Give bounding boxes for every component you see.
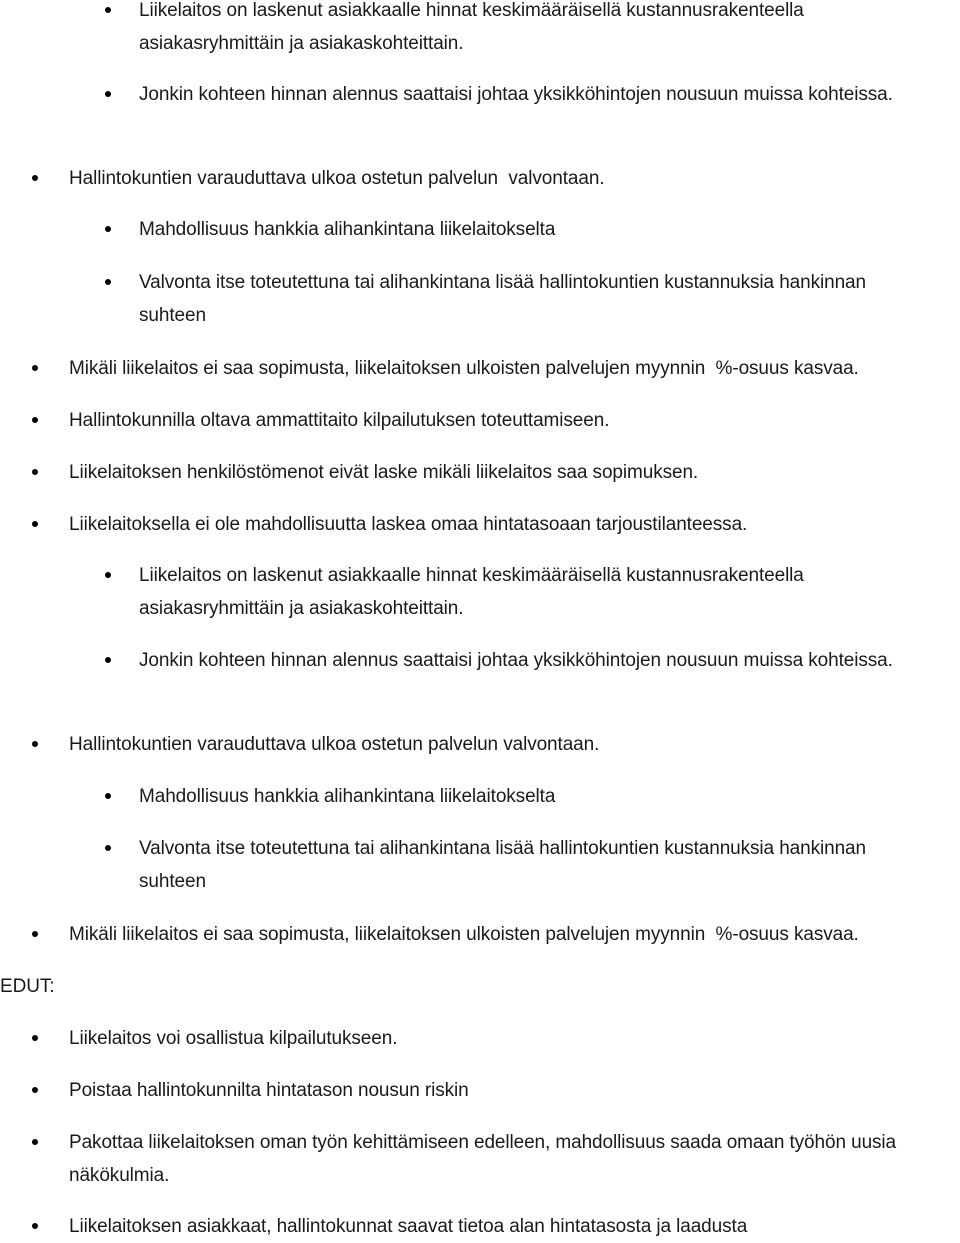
list-item [139,78,929,111]
list-item-text: Mahdollisuus hankkia alihankintana liikelaitokselta [139,219,556,240]
list-item-text: Mikäli liikelaitos ei saa sopimusta, liikelaitoksen ulkoisten palvelujen myynnin %-osuus kasvaa. [69,358,859,379]
list-item [69,352,959,385]
list-item-text: Mikäli liikelaitos ei saa sopimusta, liikelaitoksen ulkoisten palvelujen myynnin %-osuus kasvaa. [69,924,859,945]
section-heading: EDUT: [0,976,55,997]
list-item-text: Liikelaitos voi osallistua kilpailutukseen. [69,1028,398,1049]
bullet-icon [32,1223,38,1229]
bullet-icon [105,226,111,232]
list-item [69,162,959,195]
list-item-text: Hallintokunnilla oltava ammattitaito kilpailutuksen toteuttamiseen. [69,410,610,431]
list-item [139,0,929,60]
list-item [69,728,959,761]
list-item-text: Valvonta itse toteutettuna tai alihankintana lisää hallintokuntien kustannuksia hankinnan suhteen [139,838,872,892]
list-item [139,213,929,246]
bullet-icon [105,7,111,13]
bullet-icon [32,175,38,181]
bullet-icon [105,657,111,663]
bullet-icon [32,521,38,527]
list-item-text: Jonkin kohteen hinnan alennus saattaisi johtaa yksikköhintojen nousuun muissa kohteissa. [139,84,893,105]
list-item-text: Valvonta itse toteutettuna tai alihankintana lisää hallintokuntien kustannuksia hankinnan suhteen [139,272,872,326]
list-item [139,832,929,898]
bullet-icon [32,1087,38,1093]
list-item [139,644,929,677]
list-item-text: Liikelaitoksen asiakkaat, hallintokunnat saavat tietoa alan hintatasosta ja laadusta [69,1216,748,1237]
bullet-icon [32,1035,38,1041]
list-item [139,780,929,813]
list-item [69,1210,959,1243]
bullet-icon [105,572,111,578]
list-item [69,918,959,951]
list-item [69,1022,959,1055]
list-item-text: Hallintokuntien varauduttava ulkoa ostetun palvelun valvontaan. [69,168,605,189]
bullet-icon [32,365,38,371]
list-item-text: Pakottaa liikelaitoksen oman työn kehittämiseen edelleen, mahdollisuus saada omaan työhön uusia näkökulmia. [69,1132,902,1186]
bullet-icon [105,279,111,285]
list-item-text: Liikelaitoksella ei ole mahdollisuutta laskea omaa hintatasoaan tarjoustilanteessa. [69,514,748,535]
bullet-icon [32,417,38,423]
bullet-icon [32,469,38,475]
list-item-text: Jonkin kohteen hinnan alennus saattaisi johtaa yksikköhintojen nousuun muissa kohteissa. [139,650,893,671]
list-item [139,266,929,332]
list-item [69,404,959,437]
bullet-icon [32,1139,38,1145]
list-item-text: Liikelaitos on laskenut asiakkaalle hinnat keskimääräisellä kustannusrakenteella asiakasryhmittäin ja asiakaskohteittain. [139,0,809,54]
list-item-text: Poistaa hallintokunnilta hintatason nousun riskin [69,1080,469,1101]
bullet-icon [105,845,111,851]
list-item-text: Liikelaitoksen henkilöstömenot eivät laske mikäli liikelaitos saa sopimuksen. [69,462,699,483]
list-item-text: Mahdollisuus hankkia alihankintana liikelaitokselta [139,786,556,807]
list-item [69,1126,959,1192]
list-item-text: Hallintokuntien varauduttava ulkoa ostetun palvelun valvontaan. [69,734,600,755]
list-item [69,1074,959,1107]
bullet-icon [105,91,111,97]
bullet-icon [32,931,38,937]
list-item-text: Liikelaitos on laskenut asiakkaalle hinnat keskimääräisellä kustannusrakenteella asiakasryhmittäin ja asiakaskohteittain. [139,565,809,619]
list-item [69,456,959,489]
list-item [69,508,959,541]
bullet-icon [105,793,111,799]
bullet-icon [32,741,38,747]
list-item [139,559,929,625]
